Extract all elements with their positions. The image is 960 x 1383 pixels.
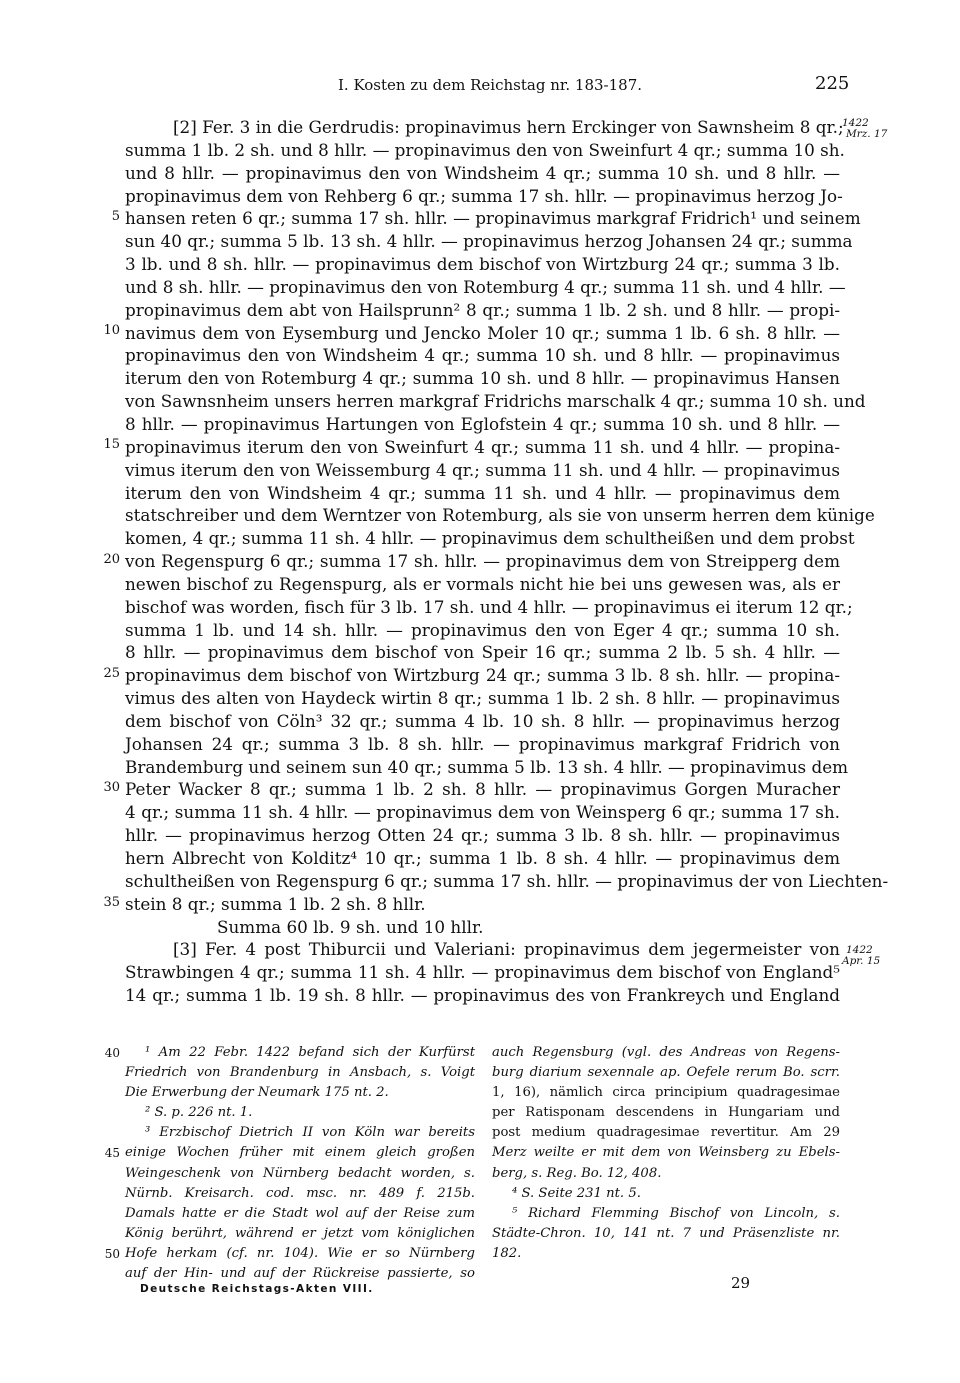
text-line: summa 1 lb. und 14 sh. hllr. — propinavimus den von Eger 4 qr.; summa 10 sh. bbox=[125, 619, 840, 640]
line-number: 20 bbox=[103, 552, 120, 567]
page-number: 225 bbox=[815, 73, 850, 94]
margin-date-2 bbox=[842, 945, 880, 967]
footnote-line: ⁴ S. Seite 231 nt. 5. bbox=[512, 1185, 641, 1201]
footnote-line: Nürnb. Kreisarch. cod. msc. nr. 489 f. 215b. bbox=[125, 1185, 475, 1201]
text-line: komen, 4 qr.; summa 11 sh. 4 hllr. — propinavimus dem schultheißen und dem probst bbox=[125, 528, 855, 549]
text-line: propinavimus dem von Rehberg 6 qr.; summa 17 sh. hllr. — propinavimus herzog Jo- bbox=[125, 185, 843, 206]
text-line: dem bischof von Cöln³ 32 qr.; summa 4 lb. 10 sh. 8 hllr. — propinavimus herzog bbox=[125, 710, 840, 731]
sheet-number: 29 bbox=[731, 1274, 751, 1292]
margin-date-day: Mrz. 17 bbox=[846, 128, 888, 140]
text-line: stein 8 qr.; summa 1 lb. 2 sh. 8 hllr. bbox=[125, 893, 426, 914]
sheet-signature: Deutsche Reichstags-Akten VIII. bbox=[140, 1283, 374, 1295]
footnote-line: Damals hatte er die Stadt wol auf der Reise zum bbox=[125, 1205, 475, 1221]
text-line: hllr. — propinavimus herzog Otten 24 qr.; summa 3 lb. 8 sh. hllr. — propinavimus bbox=[125, 825, 840, 846]
footnote-line: Weingeschenk von Nürnberg bedacht worden, s. bbox=[125, 1165, 475, 1181]
margin-date-year: 1422 bbox=[842, 117, 869, 129]
text-line: und 8 hllr. — propinavimus den von Windsheim 4 qr.; summa 10 sh. und 8 hllr. — bbox=[125, 162, 840, 183]
text-line: 3 lb. und 8 sh. hllr. — propinavimus dem bischof von Wirtzburg 24 qr.; summa 3 lb. bbox=[125, 254, 840, 275]
text-line: statschreiber und dem Werntzer von Rotemburg, als sie von unserm herren dem künige bbox=[125, 505, 875, 526]
line-number: 30 bbox=[103, 780, 120, 795]
text-line: propinavimus dem bischof von Wirtzburg 24 qr.; summa 3 lb. 8 sh. hllr. — propina- bbox=[125, 665, 840, 686]
text-line: vimus des alten von Haydeck wirtin 8 qr.; summa 1 lb. 2 sh. 8 hllr. — propinavimus bbox=[125, 688, 840, 709]
footnote-line: per Ratisponam descendens in Hungariam und bbox=[492, 1105, 840, 1121]
text-line: propinavimus iterum den von Sweinfurt 4 qr.; summa 11 sh. und 4 hllr. — propina- bbox=[125, 436, 840, 457]
summa-total: Summa 60 lb. 9 sh. und 10 hllr. bbox=[217, 916, 484, 937]
text-line: bischof was worden, fisch für 3 lb. 17 sh. und 4 hllr. — propinavimus ei iterum 12 qr.; bbox=[125, 596, 853, 617]
line-number: 35 bbox=[103, 895, 120, 910]
text-line: iterum den von Windsheim 4 qr.; summa 11 sh. und 4 hllr. — propinavimus dem bbox=[125, 482, 840, 503]
text-line: Brandemburg und seinem sun 40 qr.; summa 5 lb. 13 sh. 4 hllr. — propinavimus dem bbox=[125, 756, 849, 777]
footnote-line-number: 40 bbox=[104, 1046, 120, 1060]
text-line: Strawbingen 4 qr.; summa 11 sh. 4 hllr. — propinavimus dem bischof von England⁵ bbox=[125, 962, 840, 983]
footnote-line: Merz weilte er mit dem von Weinsberg zu Ebels- bbox=[492, 1145, 840, 1161]
margin-date-day: Apr. 15 bbox=[842, 955, 881, 967]
text-line: von Regenspurg 6 qr.; summa 17 sh. hllr. — propinavimus dem von Streipperg dem bbox=[125, 551, 840, 572]
text-line: navimus dem von Eysemburg und Jencko Moler 10 qr.; summa 1 lb. 6 sh. 8 hllr. — bbox=[125, 322, 840, 343]
footnote-line: auf der Hin- und auf der Rückreise passierte, so bbox=[125, 1266, 475, 1282]
footnote-line: post medium quadragesimae revertitur. Am 29 bbox=[492, 1125, 840, 1141]
text-line: [3] Fer. 4 post Thiburcii und Valeriani: propinavimus dem jegermeister von bbox=[173, 939, 840, 960]
footnote-line: berg, s. Reg. Bo. 12, 408. bbox=[492, 1165, 662, 1181]
line-number: 10 bbox=[103, 323, 120, 338]
footnotes-left-column bbox=[125, 1043, 475, 1284]
footnote-line: burg diarium sexennale ap. Oefele rerum Bo. scrr. bbox=[492, 1065, 840, 1081]
text-line: von Sawnsnheim unsers herren markgraf Fridrichs marschalk 4 qr.; summa 10 sh. und bbox=[125, 391, 866, 412]
text-line: iterum den von Rotemburg 4 qr.; summa 10 sh. und 8 hllr. — propinavimus Hansen bbox=[125, 368, 840, 389]
text-line: propinavimus dem abt von Hailsprunn² 8 qr.; summa 1 lb. 2 sh. und 8 hllr. — propi- bbox=[125, 299, 840, 320]
footnote-line: auch Regensburg (vgl. des Andreas von Regens- bbox=[492, 1045, 840, 1060]
footnote-line: Hofe herkam (cf. nr. 104). Wie er so Nürnberg bbox=[125, 1245, 475, 1261]
text-line: [2] Fer. 3 in die Gerdrudis: propinavimus hern Erckinger von Sawnsheim 8 qr.; bbox=[173, 117, 844, 137]
text-line: und 8 sh. hllr. — propinavimus den von Rotemburg 4 qr.; summa 11 sh. und 4 hllr. — bbox=[125, 276, 846, 297]
footnote-line: einige Wochen früher mit einem gleich großen bbox=[125, 1145, 475, 1161]
text-line: Johansen 24 qr.; summa 3 lb. 8 sh. hllr. — propinavimus markgraf Fridrich von bbox=[125, 733, 840, 754]
line-number: 5 bbox=[111, 209, 120, 224]
footnote-line: Die Erwerbung der Neumark 175 nt. 2. bbox=[125, 1085, 389, 1101]
footnote-line-number: 50 bbox=[104, 1247, 120, 1261]
text-line: summa 1 lb. 2 sh. und 8 hllr. — propinavimus den von Sweinfurt 4 qr.; summa 10 sh. bbox=[125, 139, 845, 160]
footnote-line: Städte-Chron. 10, 141 nt. 7 und Präsenzliste nr. bbox=[492, 1225, 840, 1241]
footnote-line: ⁵ Richard Flemming Bischof von Lincoln, s. bbox=[512, 1205, 840, 1221]
text-line: 4 qr.; summa 11 sh. 4 hllr. — propinavimus dem von Weinsperg 6 qr.; summa 17 sh. bbox=[125, 802, 840, 823]
line-number: 15 bbox=[103, 437, 120, 452]
footnote-line: Friedrich von Brandenburg in Ansbach, s. Voigt bbox=[125, 1065, 475, 1081]
footnote-line: 182. bbox=[492, 1245, 522, 1261]
line-number: 25 bbox=[103, 666, 120, 681]
text-line: sun 40 qr.; summa 5 lb. 13 sh. 4 hllr. — propinavimus herzog Johansen 24 qr.; summa bbox=[125, 231, 853, 252]
text-line: propinavimus den von Windsheim 4 qr.; summa 10 sh. und 8 hllr. — propinavimus bbox=[125, 345, 840, 366]
text-line: Peter Wacker 8 qr.; summa 1 lb. 2 sh. 8 hllr. — propinavimus Gorgen Muracher bbox=[125, 779, 840, 800]
text-line: 8 hllr. — propinavimus Hartungen von Eglofstein 4 qr.; summa 10 sh. und 8 hllr. — bbox=[125, 413, 840, 434]
text-line: newen bischof zu Regenspurg, als er vormals nicht hie bei uns gewesen was, als er bbox=[125, 573, 840, 594]
margin-date-year: 1422 bbox=[846, 944, 873, 956]
text-line: hansen reten 6 qr.; summa 17 sh. hllr. — propinavimus markgraf Fridrich¹ und seinem bbox=[125, 208, 861, 229]
text-line: hern Albrecht von Kolditz⁴ 10 qr.; summa 1 lb. 8 sh. 4 hllr. — propinavimus dem bbox=[125, 848, 840, 868]
text-line: 14 qr.; summa 1 lb. 19 sh. 8 hllr. — propinavimus des von Frankreych und England bbox=[125, 985, 840, 1006]
footnotes-right-column bbox=[492, 1043, 840, 1264]
margin-date-1 bbox=[842, 118, 887, 140]
text-line: schultheißen von Regenspurg 6 qr.; summa 17 sh. hllr. — propinavimus der von Liechten- bbox=[125, 870, 889, 891]
text-line: 8 hllr. — propinavimus dem bischof von Speir 16 qr.; summa 2 lb. 5 sh. 4 hllr. — bbox=[125, 642, 840, 663]
footnote-line: König berührt, während er jetzt vom königlichen bbox=[125, 1225, 475, 1241]
footnote-line: ³ Erzbischof Dietrich II von Köln war bereits bbox=[145, 1125, 475, 1141]
footnote-line: ² S. p. 226 nt. 1. bbox=[145, 1105, 253, 1121]
footnote-line-number: 45 bbox=[104, 1146, 120, 1160]
page-header bbox=[0, 73, 960, 100]
footnote-line: ¹ Am 22 Febr. 1422 befand sich der Kurfürst bbox=[145, 1045, 475, 1060]
text-line: vimus iterum den von Weissemburg 4 qr.; summa 11 sh. und 4 hllr. — propinavimus bbox=[125, 459, 840, 480]
running-title: I. Kosten zu dem Reichstag nr. 183-187. bbox=[338, 76, 643, 94]
footnote-line: 1, 16), nämlich circa principium quadragesimae bbox=[492, 1085, 840, 1101]
